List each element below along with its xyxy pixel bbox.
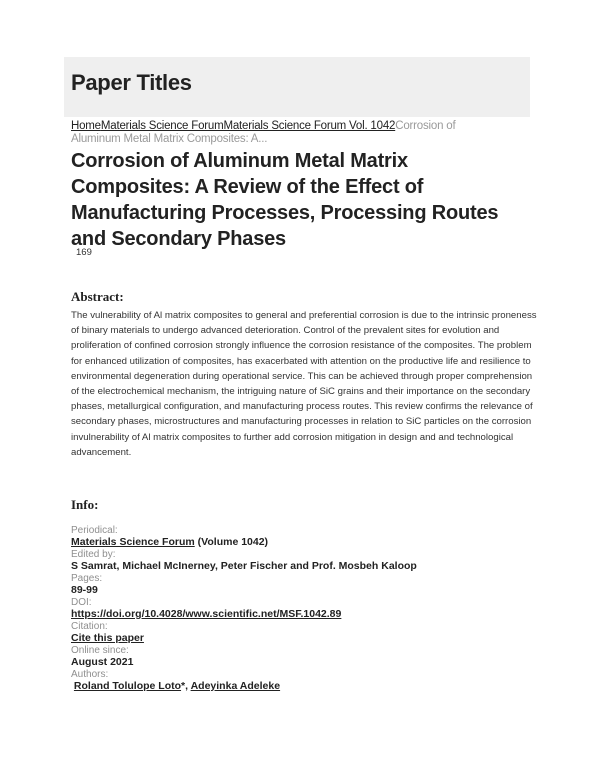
article-title: Corrosion of Aluminum Metal Matrix Composites: A Review of the Effect of Manufacturing Processes, Processing Routes and Secondary Phases bbox=[71, 150, 499, 250]
breadcrumb bbox=[71, 120, 491, 146]
abstract-heading: Abstract: bbox=[71, 289, 124, 304]
breadcrumb-volume-link[interactable]: Materials Science Forum Vol. 1042 bbox=[223, 120, 396, 132]
info-list bbox=[71, 525, 537, 693]
periodical-label: Periodical: bbox=[71, 525, 118, 536]
doi-link[interactable]: https://doi.org/10.4028/www.scientific.net/MSF.1042.89 bbox=[71, 608, 342, 620]
author-link-adeleke[interactable]: Adeyinka Adeleke bbox=[190, 680, 281, 692]
edited-by-value: S Samrat, Michael McInerney, Peter Fischer and Prof. Mosbeh Kaloop bbox=[71, 560, 417, 572]
doi-value bbox=[71, 608, 537, 621]
edited-by-label: Edited by: bbox=[71, 549, 116, 560]
citation-value bbox=[71, 632, 537, 645]
pages-label: Pages: bbox=[71, 573, 103, 584]
breadcrumb-home-link[interactable]: Home bbox=[71, 120, 101, 132]
cite-this-paper-link[interactable]: Cite this paper bbox=[71, 632, 144, 644]
info-heading: Info: bbox=[71, 497, 99, 512]
online-since-value: August 2021 bbox=[71, 656, 134, 668]
authors-value bbox=[71, 680, 537, 693]
abstract-text: The vulnerability of Al matrix composites to general and preferential corrosion is due to the intrinsic proneness of binary materials to undergo advanced deterioration. Control of the prevalent sites for evolution and proliferation of confined corrosion strongly influence the corrosion resistance of the composites. The problem for enhanced utilization of composites, has exacerbated with attention on the productive life and resilience to environmental degeneration during operational service. This can be achieved through proper comprehension of the electrochemical mechanism, the intriguing nature of SiC grains and their importance on the secondary phases, metallurgical configuration, and manufacturing process routes. This review confirms the relevance of secondary phases, microstructures and manufacturing processes in relation to SiC particles on the corrosion invulnerability of Al matrix composites to further add corrosion mitigation in design and and technological advancement. bbox=[71, 310, 537, 458]
periodical-link[interactable]: Materials Science Forum bbox=[71, 536, 195, 548]
author-separator: , bbox=[185, 680, 191, 692]
periodical-volume: (Volume 1042) bbox=[194, 536, 269, 548]
corresponding-author-mark: * bbox=[181, 680, 186, 692]
authors-label: Authors: bbox=[71, 669, 109, 680]
breadcrumb-journal-link[interactable]: Materials Science Forum bbox=[100, 120, 224, 132]
citation-label: Citation: bbox=[71, 621, 108, 632]
breadcrumb-current: Corrosion of Aluminum Metal Matrix Composites: A... bbox=[71, 120, 456, 145]
page-heading: Paper Titles bbox=[71, 70, 192, 95]
periodical-value bbox=[71, 536, 537, 549]
page-number: 169 bbox=[76, 247, 92, 258]
author-link-loto[interactable]: Roland Tolulope Loto bbox=[73, 680, 182, 692]
doi-label: DOI: bbox=[71, 597, 92, 608]
pages-value: 89-99 bbox=[71, 584, 98, 596]
online-since-label: Online since: bbox=[71, 645, 129, 656]
